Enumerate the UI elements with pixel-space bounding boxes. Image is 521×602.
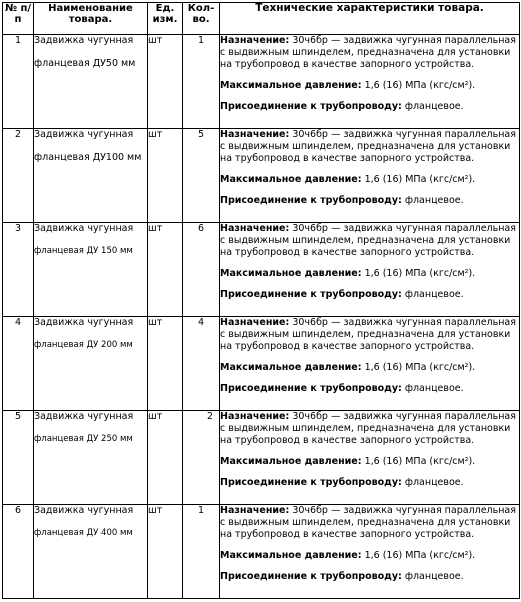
unit-cell: шт [148, 223, 183, 317]
table-row [3, 35, 520, 129]
spec-purpose-text: 30ч6бр — задвижка чугунная параллельная с выдвижным шпинделем, предназначена для установки на трубопровод в качестве запорного устройства. [220, 411, 516, 446]
quantity-cell: 4 [183, 317, 220, 411]
spec-pressure [220, 456, 519, 468]
table-row [3, 223, 520, 317]
unit-cell: шт [148, 411, 183, 505]
spec-connection-label: Присоединение к трубопроводу: [220, 195, 402, 206]
spec-purpose-label: Назначение: [220, 129, 290, 140]
spec-pressure-text: 1,6 (16) МПа (кгс/см²). [364, 550, 476, 561]
spec-pressure-label: Максимальное давление: [220, 80, 362, 91]
spec-pressure [220, 80, 519, 92]
product-name-line2: фланцевая ДУ 400 мм [34, 528, 133, 538]
unit-cell: шт [148, 35, 183, 129]
spec-purpose-text: 30ч6бр — задвижка чугунная параллельная с выдвижным шпинделем, предназначена для установки на трубопровод в качестве запорного устройства. [220, 505, 516, 540]
header-name: Наименование товара. [34, 3, 148, 35]
header-specifications: Технические характеристики товара. [220, 3, 520, 35]
header-unit: Ед. изм. [148, 3, 183, 35]
spec-cell [220, 505, 520, 599]
spec-pressure-text: 1,6 (16) МПа (кгс/см²). [364, 174, 476, 185]
table-row [3, 505, 520, 599]
header-number: № п/п [3, 3, 34, 35]
product-name [34, 317, 148, 411]
row-number: 1 [3, 35, 34, 129]
spec-connection [220, 477, 519, 489]
spec-purpose-text: 30ч6бр — задвижка чугунная параллельная с выдвижным шпинделем, предназначена для установки на трубопровод в качестве запорного устройства. [220, 35, 516, 70]
row-number: 2 [3, 129, 34, 223]
unit-cell: шт [148, 317, 183, 411]
spec-connection-text: фланцевое. [404, 571, 464, 582]
spec-purpose-text: 30ч6бр — задвижка чугунная параллельная с выдвижным шпинделем, предназначена для установки на трубопровод в качестве запорного устройства. [220, 317, 516, 352]
spec-purpose-label: Назначение: [220, 317, 290, 328]
spec-connection [220, 571, 519, 583]
product-name [34, 223, 148, 317]
spec-connection [220, 101, 519, 113]
spec-cell [220, 129, 520, 223]
product-name-line1: Задвижка чугунная [34, 223, 134, 234]
spec-connection-text: фланцевое. [404, 477, 464, 488]
spec-pressure-text: 1,6 (16) МПа (кгс/см²). [364, 80, 476, 91]
spec-purpose-label: Назначение: [220, 411, 290, 422]
spec-pressure [220, 550, 519, 562]
spec-cell [220, 35, 520, 129]
spec-connection [220, 383, 519, 395]
spec-connection-text: фланцевое. [404, 101, 464, 112]
product-name [34, 505, 148, 599]
unit-cell: шт [148, 505, 183, 599]
spec-purpose [220, 129, 519, 165]
product-name-line2: фланцевая ДУ 150 мм [34, 246, 133, 256]
product-name-line1: Задвижка чугунная [34, 411, 134, 422]
spec-cell [220, 411, 520, 505]
spec-pressure-label: Максимальное давление: [220, 456, 362, 467]
spec-purpose [220, 35, 519, 71]
row-number: 6 [3, 505, 34, 599]
table-row [3, 411, 520, 505]
spec-purpose [220, 505, 519, 541]
spec-connection-label: Присоединение к трубопроводу: [220, 289, 402, 300]
row-number: 4 [3, 317, 34, 411]
spec-connection [220, 195, 519, 207]
row-number: 3 [3, 223, 34, 317]
spec-connection-label: Присоединение к трубопроводу: [220, 383, 402, 394]
quantity-cell: 1 [183, 35, 220, 129]
product-name-line1: Задвижка чугунная [34, 129, 134, 140]
quantity-cell: 5 [183, 129, 220, 223]
product-name-line1: Задвижка чугунная [34, 35, 134, 46]
spec-cell [220, 317, 520, 411]
spec-purpose-label: Назначение: [220, 223, 290, 234]
product-name-line1: Задвижка чугунная [34, 505, 134, 516]
spec-pressure-label: Максимальное давление: [220, 174, 362, 185]
spec-connection-label: Присоединение к трубопроводу: [220, 101, 402, 112]
spec-purpose-text: 30ч6бр — задвижка чугунная параллельная с выдвижным шпинделем, предназначена для установки на трубопровод в качестве запорного устройства. [220, 223, 516, 258]
spec-purpose-label: Назначение: [220, 35, 290, 46]
spec-pressure-label: Максимальное давление: [220, 362, 362, 373]
product-name [34, 411, 148, 505]
product-name [34, 35, 148, 129]
table-row [3, 317, 520, 411]
product-name-line2: фланцевая ДУ 200 мм [34, 340, 133, 350]
table-header-row [3, 3, 520, 35]
spec-purpose [220, 317, 519, 353]
spec-pressure [220, 362, 519, 374]
spec-connection-text: фланцевое. [404, 383, 464, 394]
spec-connection-text: фланцевое. [404, 289, 464, 300]
unit-cell: шт [148, 129, 183, 223]
spec-purpose-text: 30ч6бр — задвижка чугунная параллельная с выдвижным шпинделем, предназначена для установки на трубопровод в качестве запорного устройства. [220, 129, 516, 164]
spec-pressure-text: 1,6 (16) МПа (кгс/см²). [364, 362, 476, 373]
row-number: 5 [3, 411, 34, 505]
spec-connection-label: Присоединение к трубопроводу: [220, 477, 402, 488]
spec-connection [220, 289, 519, 301]
spec-pressure-label: Максимальное давление: [220, 550, 362, 561]
spec-pressure [220, 174, 519, 186]
quantity-cell: 2 [183, 411, 220, 505]
product-name-line2: фланцевая ДУ 250 мм [34, 434, 133, 444]
spec-pressure [220, 268, 519, 280]
spec-purpose [220, 411, 519, 447]
spec-purpose [220, 223, 519, 259]
product-name-line2: фланцевая ДУ100 мм [34, 152, 142, 163]
quantity-cell: 1 [183, 505, 220, 599]
product-name-line2: фланцевая ДУ50 мм [34, 58, 136, 69]
table-row [3, 129, 520, 223]
spec-connection-text: фланцевое. [404, 195, 464, 206]
spec-pressure-text: 1,6 (16) МПа (кгс/см²). [364, 268, 476, 279]
product-name [34, 129, 148, 223]
spec-cell [220, 223, 520, 317]
spec-purpose-label: Назначение: [220, 505, 290, 516]
header-quantity: Кол-во. [183, 3, 220, 35]
quantity-cell: 6 [183, 223, 220, 317]
specification-table [2, 2, 520, 599]
spec-pressure-label: Максимальное давление: [220, 268, 362, 279]
spec-connection-label: Присоединение к трубопроводу: [220, 571, 402, 582]
product-name-line1: Задвижка чугунная [34, 317, 134, 328]
spec-pressure-text: 1,6 (16) МПа (кгс/см²). [364, 456, 476, 467]
